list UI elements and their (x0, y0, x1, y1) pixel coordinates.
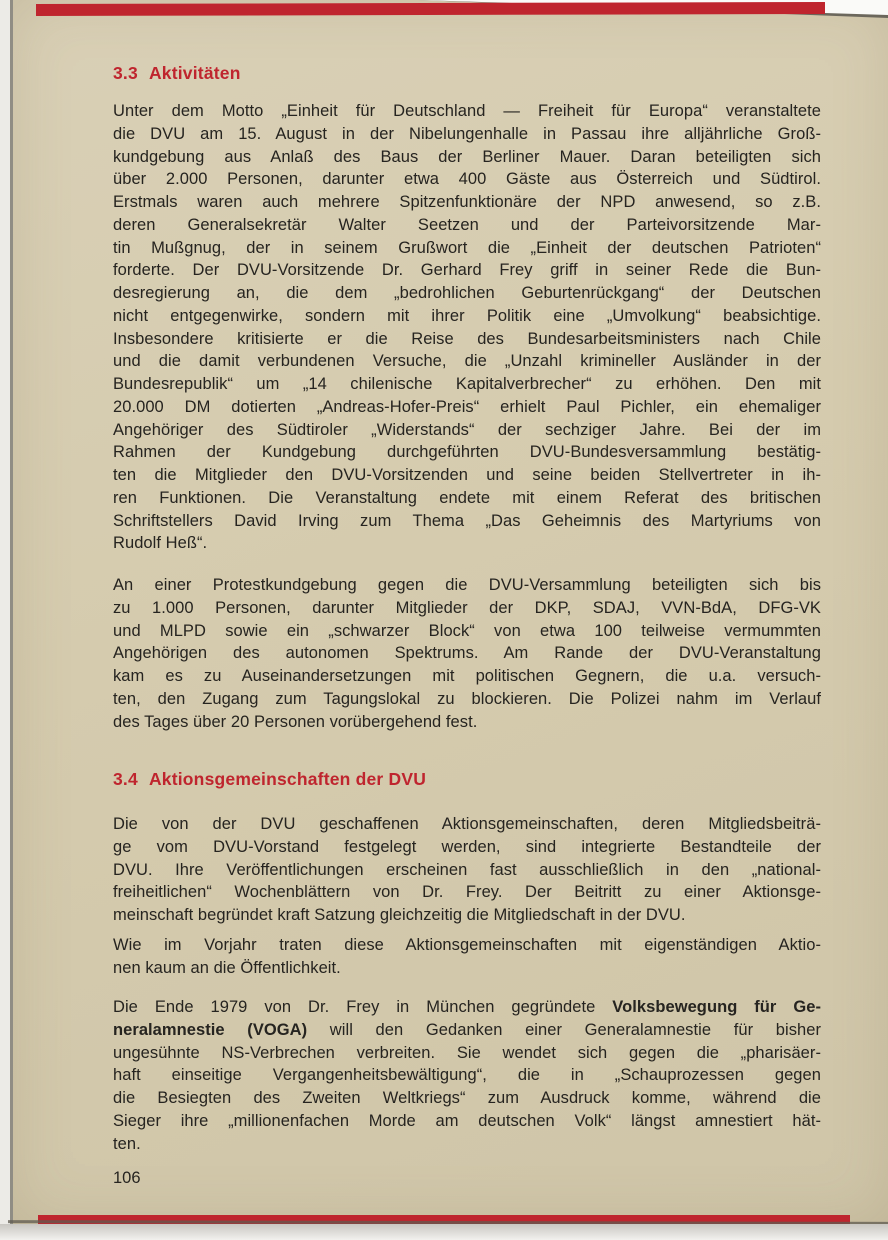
paragraph (113, 574, 821, 733)
body-text: ungesühnte NS-Verbrechen verbreiten. Sie wendet sich gegen die „pharisäer- (113, 1043, 821, 1062)
page-number: 106 (113, 1169, 141, 1187)
text-line (113, 904, 821, 927)
text-line (113, 350, 821, 373)
text-line (113, 396, 821, 419)
body-text: Bundesrepublik“ um „14 chilenische Kapitalverbrecher“ zu erhöhen. Den mit (113, 375, 821, 393)
bold-text: neralamnestie (VOGA) (113, 1020, 308, 1039)
text-line (113, 373, 821, 396)
text-line (113, 214, 821, 237)
text-line (113, 1019, 821, 1042)
body-text: Erstmals waren auch mehrere Spitzenfunktionäre der NPD anwesend, so z.B. (113, 193, 821, 211)
text-line (113, 597, 821, 620)
text-line (113, 688, 821, 711)
text-line (113, 123, 821, 146)
text-line (113, 100, 821, 123)
body-text: über 2.000 Personen, darunter etwa 400 Gäste aus Österreich und Südtirol. (113, 170, 821, 189)
paragraph (113, 996, 821, 1155)
text-line (113, 1110, 821, 1133)
body-text: ten, den Zugang zum Tagungslokal zu blockieren. Die Polizei nahm im Verlauf (113, 689, 821, 708)
section-number: 3.4 (113, 769, 138, 789)
text-line (113, 574, 821, 597)
body-text: Rahmen der Kundgebung durchgeführten DVU-Bundesversammlung bestätig- (113, 443, 821, 462)
body-text: Angehöriger des Südtiroler „Widerstands“ der sechziger Jahre. Bei der im (113, 420, 821, 439)
body-text: An einer Protestkundgebung gegen die DVU-Versammlung beteiligten sich bis (113, 576, 821, 594)
paragraph (113, 934, 821, 980)
text-line (113, 642, 821, 665)
body-text: DVU. Ihre Veröffentlichungen erscheinen fast ausschließlich in den „national- (113, 860, 821, 879)
body-text: Unter dem Motto „Einheit für Deutschland — Freiheit für Europa“ veranstaltete (113, 102, 821, 120)
text-line (113, 237, 821, 260)
body-text: Schriftstellers David Irving zum Thema „Das Geheimnis des Martyriums von (113, 511, 821, 530)
body-text: deren Generalsekretär Walter Seetzen und der Parteivorsitzende Mar- (113, 215, 821, 234)
body-text: und die damit verbundenen Versuche, die „Unzahl krimineller Ausländer in der (113, 352, 821, 371)
text-line (113, 328, 821, 351)
text-line (113, 1042, 821, 1065)
text-line (113, 441, 821, 464)
body-text: Rudolf Heß“. (113, 534, 208, 553)
body-text: nen kaum an die Öffentlichkeit. (113, 958, 341, 977)
body-text: und MLPD sowie ein „schwarzer Block“ von etwa 100 teilweise vermummten (113, 621, 821, 640)
body-text: ge vom DVU-Vorstand festgelegt werden, sind integrierte Bestandteile der (113, 837, 821, 856)
body-text: die DVU am 15. August in der Nibelungenhalle in Passau ihre alljährliche Groß- (113, 124, 821, 143)
section-title: Aktivitäten (148, 63, 241, 83)
text-line (113, 1087, 821, 1110)
text-line (113, 1064, 821, 1087)
text-line (113, 305, 821, 328)
paragraph (113, 100, 821, 555)
text-line (113, 836, 821, 859)
body-text: 20.000 DM dotierten „Andreas-Hofer-Preis“ erhielt Paul Pichler, ein ehemaliger (113, 397, 821, 416)
text-line (113, 419, 821, 442)
text-line (113, 665, 821, 688)
body-text: Insbesondere kritisierte er die Reise des Bundesarbeitsministers nach Chile (113, 329, 821, 348)
section-heading (113, 769, 825, 790)
section-number: 3.3 (113, 63, 138, 83)
body-text: haft einseitige Vergangenheitsbewältigung“, die in „Schauprozessen gegen (113, 1066, 821, 1085)
text-line (113, 934, 821, 957)
body-text: Angehörigen des autonomen Spektrums. Am Rande der DVU-Veranstaltung (113, 644, 821, 663)
body-text: ren Funktionen. Die Veranstaltung endete mit einem Referat des britischen (113, 488, 821, 507)
body-text: kam es zu Auseinandersetzungen mit politischen Gegnern, die u.a. versuch- (113, 667, 821, 685)
body-text: meinschaft begründet kraft Satzung gleichzeitig die Mitgliedschaft in der DVU. (113, 906, 686, 924)
body-text: ten. (113, 1134, 141, 1153)
body-text: kundgebung aus Anlaß des Baus der Berliner Mauer. Daran beteiligten sich (113, 147, 821, 166)
body-text: will den Gedanken einer Generalamnestie für bisher (307, 1020, 821, 1039)
body-text: Sieger ihre „millionenfachen Morde am deutschen Volk“ längst amnestiert hät- (113, 1111, 821, 1130)
text-line (113, 487, 821, 510)
body-text: forderte. Der DVU-Vorsitzende Dr. Gerhard Frey griff in seiner Rede die Bun- (113, 261, 821, 280)
body-text: Die Ende 1979 von Dr. Frey in München gegründete (113, 998, 613, 1016)
body-text: zu 1.000 Personen, darunter Mitglieder der DKP, SDAJ, VVN-BdA, DFG-VK (113, 598, 821, 617)
body-text: des Tages über 20 Personen vorübergehend fest. (113, 712, 478, 731)
body-text: nicht entgegenwirke, sondern mit ihrer Politik eine „Umvolkung“ beabsichtige. (113, 306, 821, 325)
section-title: Aktionsgemeinschaften der DVU (148, 769, 427, 789)
text-line (113, 259, 821, 282)
body-text: desregierung an, die dem „bedrohlichen Geburtenrückgang“ der Deutschen (113, 284, 821, 302)
text-line (113, 1133, 821, 1156)
text-line (113, 168, 821, 191)
text-line (113, 510, 821, 533)
text-line (113, 881, 821, 904)
text-line (113, 282, 821, 305)
paragraph (113, 813, 821, 927)
text-line (113, 191, 821, 214)
body-text: die Besiegten des Zweiten Weltkriegs“ zum Ausdruck komme, während die (113, 1089, 821, 1107)
body-text: Die von der DVU geschaffenen Aktionsgemeinschaften, deren Mitgliedsbeiträ- (113, 815, 821, 833)
section-heading (113, 63, 825, 84)
text-line (113, 711, 821, 734)
body-text: tin Mußgnug, der in seinem Grußwort die „Einheit der deutschen Patrioten“ (113, 238, 821, 257)
text-line (113, 532, 821, 555)
text-line (113, 146, 821, 169)
text-line (113, 813, 821, 836)
body-text: Wie im Vorjahr traten diese Aktionsgemeinschaften mit eigenständigen Aktio- (113, 936, 821, 954)
text-line (113, 957, 821, 980)
text-line (113, 464, 821, 487)
body-text: ten die Mitglieder den DVU-Vorsitzenden und seine beiden Stellvertreter in ih- (113, 466, 821, 484)
text-line (113, 859, 821, 882)
body-text: freiheitlichen“ Wochenblättern von Dr. Frey. Der Beitritt zu einer Aktionsge- (113, 883, 821, 902)
text-line (113, 996, 821, 1019)
bold-text: Volksbewegung für Ge- (612, 998, 821, 1016)
text-line (113, 620, 821, 643)
